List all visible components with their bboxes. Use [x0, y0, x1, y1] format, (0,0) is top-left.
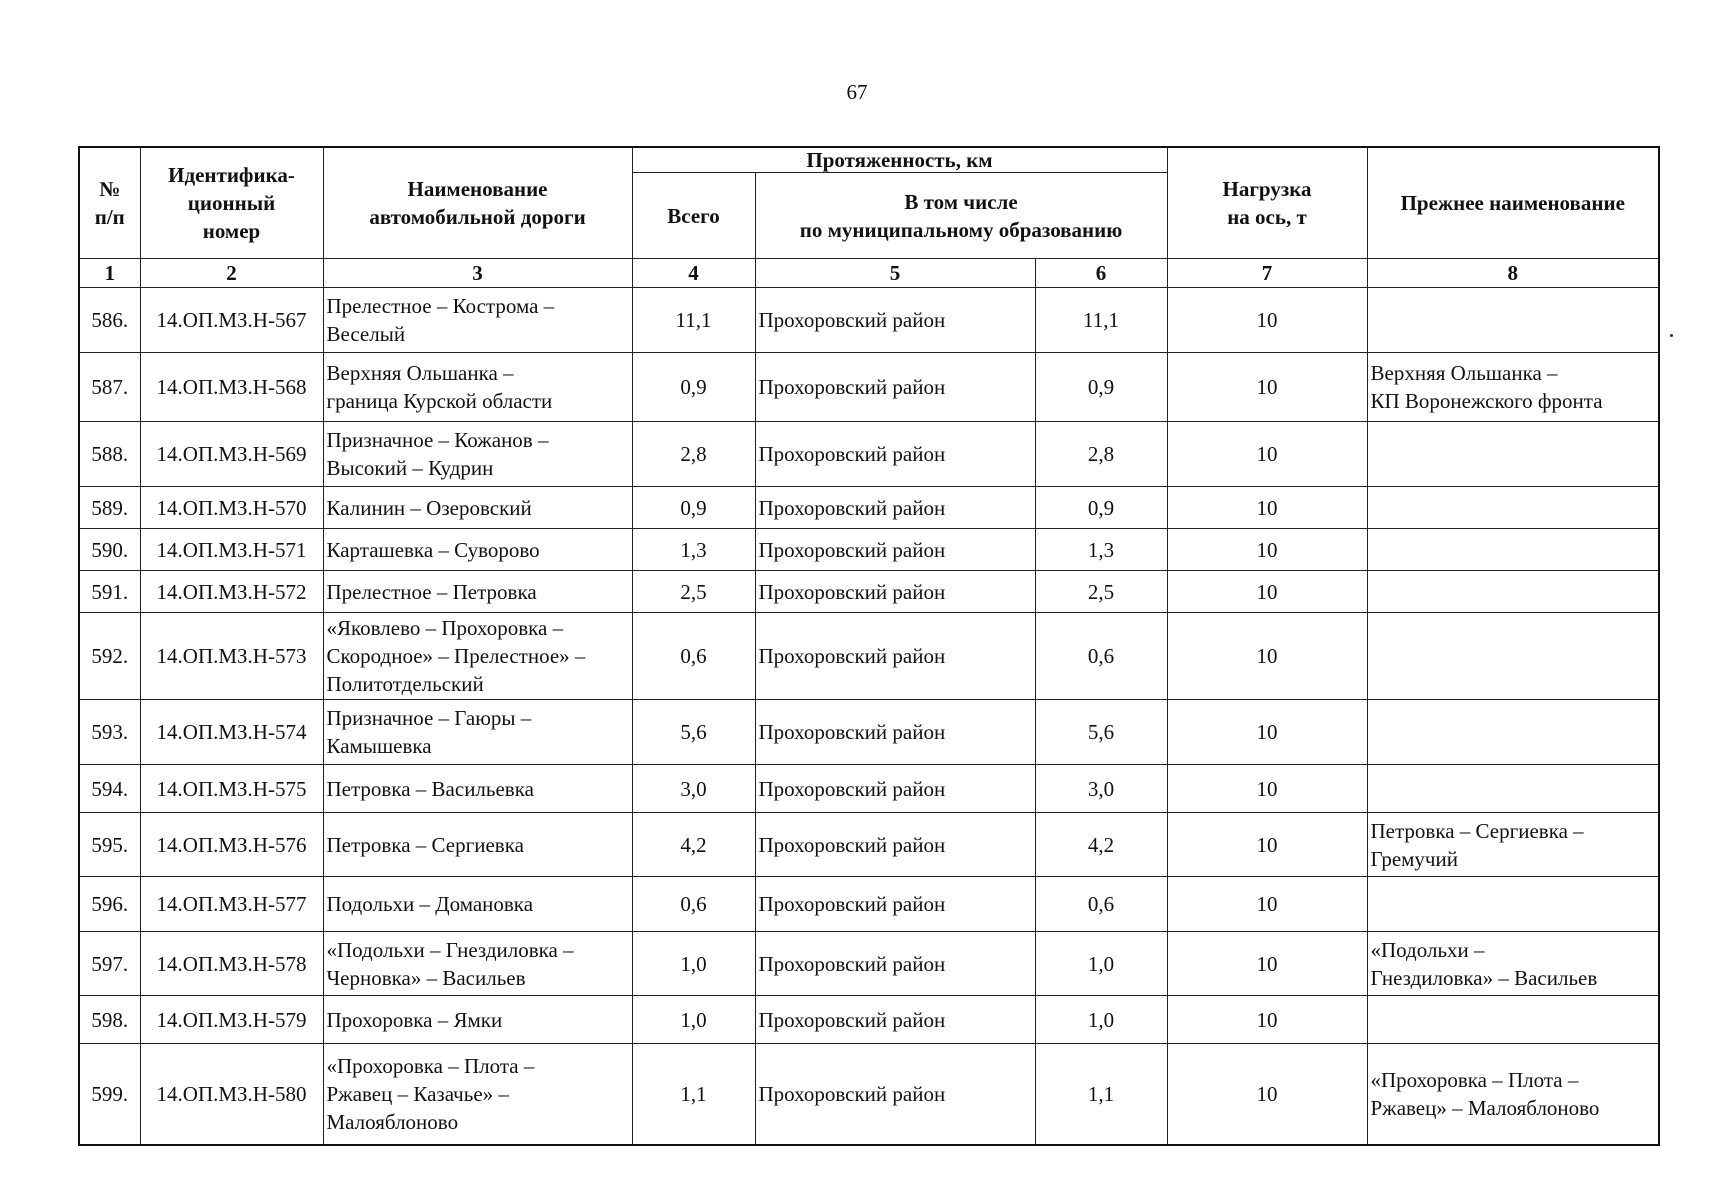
row-number: 596.	[79, 877, 140, 932]
municipality: Прохоровский район	[755, 700, 1035, 765]
page-number: 67	[846, 80, 868, 104]
row-number: 599.	[79, 1044, 140, 1146]
table-row	[79, 932, 1659, 996]
length-total: 5,6	[632, 700, 755, 765]
axle-load: 10	[1167, 877, 1367, 932]
axle-load: 10	[1167, 353, 1367, 422]
length-total: 11,1	[632, 288, 755, 353]
length-total: 0,9	[632, 353, 755, 422]
road-id: 14.ОП.МЗ.Н-572	[140, 571, 323, 613]
municipality-length: 11,1	[1035, 288, 1167, 353]
table-row	[79, 765, 1659, 813]
colnum-2: 2	[140, 259, 323, 288]
length-total: 1,0	[632, 996, 755, 1044]
road-name: «Подольхи – Гнездиловка – Черновка» – Васильев	[323, 932, 632, 996]
municipality-length: 1,0	[1035, 996, 1167, 1044]
header-num: № п/п	[79, 147, 140, 259]
axle-load: 10	[1167, 996, 1367, 1044]
municipality-length: 2,8	[1035, 422, 1167, 487]
road-name: Прохоровка – Ямки	[323, 996, 632, 1044]
length-total: 0,6	[632, 613, 755, 700]
previous-name	[1367, 422, 1659, 487]
length-total: 2,5	[632, 571, 755, 613]
municipality: Прохоровский район	[755, 932, 1035, 996]
row-number: 595.	[79, 813, 140, 877]
axle-load: 10	[1167, 765, 1367, 813]
table-row	[79, 487, 1659, 529]
road-name: Прелестное – Кострома – Веселый	[323, 288, 632, 353]
road-name: Подольхи – Домановка	[323, 877, 632, 932]
road-id: 14.ОП.МЗ.Н-576	[140, 813, 323, 877]
row-number: 589.	[79, 487, 140, 529]
municipality: Прохоровский район	[755, 529, 1035, 571]
road-id: 14.ОП.МЗ.Н-569	[140, 422, 323, 487]
colnum-3: 3	[323, 259, 632, 288]
municipality: Прохоровский район	[755, 877, 1035, 932]
row-number: 597.	[79, 932, 140, 996]
row-number: 594.	[79, 765, 140, 813]
previous-name	[1367, 996, 1659, 1044]
road-id: 14.ОП.МЗ.Н-580	[140, 1044, 323, 1146]
axle-load: 10	[1167, 613, 1367, 700]
municipality-length: 0,9	[1035, 487, 1167, 529]
axle-load: 10	[1167, 932, 1367, 996]
road-id: 14.ОП.МЗ.Н-567	[140, 288, 323, 353]
axle-load: 10	[1167, 288, 1367, 353]
axle-load: 10	[1167, 571, 1367, 613]
previous-name	[1367, 613, 1659, 700]
municipality-length: 0,9	[1035, 353, 1167, 422]
axle-load: 10	[1167, 529, 1367, 571]
road-id: 14.ОП.МЗ.Н-570	[140, 487, 323, 529]
table-row	[79, 571, 1659, 613]
table-row	[79, 288, 1659, 353]
length-total: 0,9	[632, 487, 755, 529]
road-name: Карташевка – Суворово	[323, 529, 632, 571]
colnum-7: 7	[1167, 259, 1367, 288]
municipality-length: 2,5	[1035, 571, 1167, 613]
road-name: Калинин – Озеровский	[323, 487, 632, 529]
road-name: «Прохоровка – Плота – Ржавец – Казачье» – Малояблоново	[323, 1044, 632, 1146]
header-id: Идентифика- ционный номер	[140, 147, 323, 259]
municipality-length: 1,3	[1035, 529, 1167, 571]
row-number: 586.	[79, 288, 140, 353]
road-name: Прелестное – Петровка	[323, 571, 632, 613]
municipality: Прохоровский район	[755, 613, 1035, 700]
table-row	[79, 813, 1659, 877]
axle-load: 10	[1167, 700, 1367, 765]
header-name: Наименование автомобильной дороги	[323, 147, 632, 259]
road-id: 14.ОП.МЗ.Н-571	[140, 529, 323, 571]
table-row	[79, 996, 1659, 1044]
length-total: 2,8	[632, 422, 755, 487]
road-name: Призначное – Гаюры – Камышевка	[323, 700, 632, 765]
municipality: Прохоровский район	[755, 813, 1035, 877]
row-number: 588.	[79, 422, 140, 487]
table-row	[79, 877, 1659, 932]
length-total: 1,1	[632, 1044, 755, 1146]
previous-name: Петровка – Сергиевка – Гремучий	[1367, 813, 1659, 877]
previous-name: «Подольхи – Гнездиловка» – Васильев	[1367, 932, 1659, 996]
road-name: Петровка – Васильевка	[323, 765, 632, 813]
length-total: 0,6	[632, 877, 755, 932]
previous-name	[1367, 571, 1659, 613]
previous-name	[1367, 700, 1659, 765]
municipality-length: 3,0	[1035, 765, 1167, 813]
road-name: «Яковлево – Прохоровка – Скородное» – Прелестное» – Политотдельский	[323, 613, 632, 700]
municipality-length: 0,6	[1035, 877, 1167, 932]
road-id: 14.ОП.МЗ.Н-579	[140, 996, 323, 1044]
municipality-length: 0,6	[1035, 613, 1167, 700]
table-row	[79, 700, 1659, 765]
roads-table	[78, 146, 1660, 1146]
road-id: 14.ОП.МЗ.Н-577	[140, 877, 323, 932]
row-number: 590.	[79, 529, 140, 571]
municipality: Прохоровский район	[755, 1044, 1035, 1146]
road-id: 14.ОП.МЗ.Н-575	[140, 765, 323, 813]
colnum-4: 4	[632, 259, 755, 288]
header-incl: В том числе по муниципальному образованию	[755, 173, 1167, 259]
road-id: 14.ОП.МЗ.Н-573	[140, 613, 323, 700]
road-name: Петровка – Сергиевка	[323, 813, 632, 877]
previous-name: Верхняя Ольшанка – КП Воронежского фронта	[1367, 353, 1659, 422]
municipality: Прохоровский район	[755, 765, 1035, 813]
axle-load: 10	[1167, 422, 1367, 487]
previous-name: «Прохоровка – Плота – Ржавец» – Малояблоново	[1367, 1044, 1659, 1146]
municipality-length: 1,1	[1035, 1044, 1167, 1146]
previous-name	[1367, 288, 1659, 353]
row-number: 598.	[79, 996, 140, 1044]
road-name: Верхняя Ольшанка – граница Курской области	[323, 353, 632, 422]
municipality: Прохоровский район	[755, 996, 1035, 1044]
axle-load: 10	[1167, 487, 1367, 529]
axle-load: 10	[1167, 813, 1367, 877]
previous-name	[1367, 529, 1659, 571]
municipality: Прохоровский район	[755, 353, 1035, 422]
previous-name	[1367, 487, 1659, 529]
colnum-6: 6	[1035, 259, 1167, 288]
table-row	[79, 1044, 1659, 1146]
row-number: 587.	[79, 353, 140, 422]
length-total: 1,3	[632, 529, 755, 571]
colnum-8: 8	[1367, 259, 1659, 288]
table-row	[79, 353, 1659, 422]
municipality-length: 1,0	[1035, 932, 1167, 996]
table-row	[79, 529, 1659, 571]
road-id: 14.ОП.МЗ.Н-568	[140, 353, 323, 422]
road-id: 14.ОП.МЗ.Н-578	[140, 932, 323, 996]
header-length-group: Протяженность, км	[632, 147, 1167, 173]
municipality: Прохоровский район	[755, 288, 1035, 353]
length-total: 4,2	[632, 813, 755, 877]
table-row	[79, 613, 1659, 700]
length-total: 3,0	[632, 765, 755, 813]
header-prev-name: Прежнее наименование	[1367, 147, 1659, 259]
stray-mark	[1670, 334, 1673, 337]
row-number: 591.	[79, 571, 140, 613]
road-name: Призначное – Кожанов – Высокий – Кудрин	[323, 422, 632, 487]
municipality-length: 4,2	[1035, 813, 1167, 877]
column-number-row	[79, 259, 1659, 288]
colnum-5: 5	[755, 259, 1035, 288]
colnum-1: 1	[79, 259, 140, 288]
header-load: Нагрузка на ось, т	[1167, 147, 1367, 259]
header-total: Всего	[632, 173, 755, 259]
municipality: Прохоровский район	[755, 422, 1035, 487]
table-row	[79, 422, 1659, 487]
previous-name	[1367, 877, 1659, 932]
road-id: 14.ОП.МЗ.Н-574	[140, 700, 323, 765]
municipality: Прохоровский район	[755, 571, 1035, 613]
municipality-length: 5,6	[1035, 700, 1167, 765]
axle-load: 10	[1167, 1044, 1367, 1146]
municipality: Прохоровский район	[755, 487, 1035, 529]
row-number: 592.	[79, 613, 140, 700]
row-number: 593.	[79, 700, 140, 765]
length-total: 1,0	[632, 932, 755, 996]
previous-name	[1367, 765, 1659, 813]
